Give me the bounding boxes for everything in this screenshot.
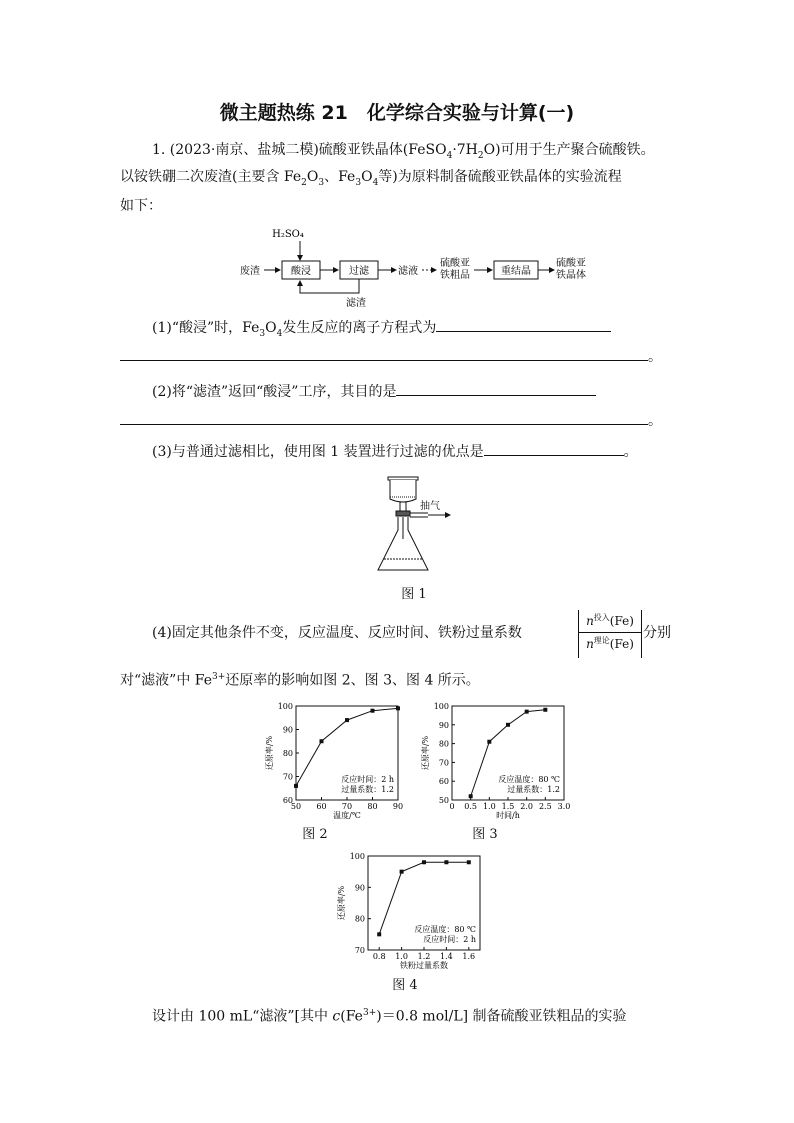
flow-product-label-2: 铁晶体 xyxy=(556,270,586,281)
y-tick-label: 80 xyxy=(282,749,293,758)
x-tick-label: 0 xyxy=(449,802,455,811)
answer-line-2: 。 xyxy=(120,408,680,435)
y-tick-label: 100 xyxy=(349,852,365,861)
x-tick-label: 50 xyxy=(290,802,302,811)
answer-blank-2a[interactable] xyxy=(396,381,596,396)
y-tick-label: 80 xyxy=(354,914,365,924)
funnel-body xyxy=(390,480,416,502)
flow-filter-label: 过滤 xyxy=(349,266,369,277)
flow-residue-label: 滤渣 xyxy=(346,298,366,309)
series-line xyxy=(379,862,469,934)
data-point xyxy=(506,723,510,727)
flow-crude-label-1: 硫酸亚 xyxy=(440,258,470,269)
funnel-rim xyxy=(388,477,418,480)
y-tick-label: 90 xyxy=(354,883,365,893)
flow-acid-label: H₂SO₄ xyxy=(272,229,304,240)
chart-annotation: 反应温度：80 ℃ xyxy=(498,775,560,784)
chart-time xyxy=(414,700,574,825)
question-4-tail: 分别 xyxy=(643,625,671,641)
figure-3-caption: 图 3 xyxy=(472,827,498,842)
y-tick-label: 90 xyxy=(282,725,293,735)
coefficient-fraction xyxy=(578,610,642,658)
flow-waste-label: 废渣 xyxy=(240,266,260,277)
x-tick-label: 90 xyxy=(392,802,404,811)
x-axis-label: 温度/℃ xyxy=(333,811,361,820)
x-tick-label: 3.0 xyxy=(557,802,571,811)
y-axis-label: 还原率/% xyxy=(265,735,274,771)
data-point xyxy=(543,708,547,712)
question-intro-line3: 如下： xyxy=(120,198,162,214)
question-intro: 1. (2023·南京、盐城二模)硫酸亚铁晶体$(FeSO_4\cdot 7H_2O)$可用于生产聚合硫酸铁。 xyxy=(152,142,655,161)
data-point xyxy=(320,739,324,743)
flow-filtrate-label: 滤液 xyxy=(398,266,418,277)
data-point xyxy=(487,740,491,744)
y-tick-label: 90 xyxy=(438,720,449,730)
y-tick-label: 70 xyxy=(354,946,365,955)
data-point xyxy=(377,932,381,936)
x-axis-label: 铁粉过量系数 xyxy=(400,961,448,970)
chart-annotation: 反应温度：80 ℃ xyxy=(414,925,476,934)
x-tick-label: 70 xyxy=(341,802,353,811)
question-intro-line2: 以铵铁硼二次废渣(主要含 $Fe_2O_3$、$Fe_3O_4$等)为原料制备硫酸亚铁晶体的实验流程 xyxy=(120,169,622,188)
chart-annotation: 反应时间：2 h xyxy=(341,775,394,784)
flow-crude-label-2: 铁粗品 xyxy=(440,270,470,281)
x-tick-label: 1.5 xyxy=(501,802,515,811)
y-tick-label: 100 xyxy=(433,702,449,711)
y-tick-label: 100 xyxy=(277,702,293,711)
y-tick-label: 60 xyxy=(282,796,293,805)
figure-4-caption: 图 4 xyxy=(392,978,418,993)
chart-temperature xyxy=(258,700,408,825)
y-tick-label: 50 xyxy=(438,796,449,805)
answer-line-1: 。 xyxy=(120,344,680,371)
y-tick-label: 60 xyxy=(438,777,449,787)
x-tick-label: 1.0 xyxy=(482,802,496,811)
data-point xyxy=(371,709,375,713)
answer-blank-1b[interactable] xyxy=(120,346,648,361)
suction-label: 抽气 xyxy=(420,501,440,512)
data-point xyxy=(345,718,349,722)
data-point xyxy=(444,860,448,864)
page-title: 微主题热练 21 化学综合实验与计算(一) xyxy=(219,102,575,124)
answer-blank-1a[interactable] xyxy=(436,317,611,332)
x-tick-label: 0.5 xyxy=(464,802,478,811)
residue-return-arrow xyxy=(300,279,359,293)
y-tick-label: 80 xyxy=(438,739,449,749)
stopper xyxy=(396,511,410,516)
question-4: (4)固定其他条件不变，反应温度、反应时间、铁粉过量系数 xyxy=(152,625,522,641)
x-tick-label: 80 xyxy=(367,802,378,811)
fraction-numerator: $n^{投入}(Fe)$ xyxy=(579,610,641,633)
data-point xyxy=(400,870,404,874)
x-tick-label: 1.6 xyxy=(462,952,476,961)
process-flow-diagram xyxy=(230,226,590,310)
chart-annotation: 过量系数：1.2 xyxy=(341,785,394,794)
data-point xyxy=(525,710,529,714)
data-point xyxy=(396,706,400,710)
question-4-line2: 对“滤液”中 $Fe^{3+}$还原率的影响如图 2、图 3、图 4 所示。 xyxy=(120,672,480,689)
data-point xyxy=(422,860,426,864)
x-tick-label: 1.2 xyxy=(417,952,431,961)
data-point xyxy=(294,784,298,788)
answer-blank-2b[interactable] xyxy=(120,410,648,425)
chart-annotation: 反应时间：2 h xyxy=(423,935,476,944)
x-tick-label: 60 xyxy=(316,802,327,811)
flow-recrystallize-label: 重结晶 xyxy=(501,266,531,277)
figure-2-caption: 图 2 xyxy=(302,827,328,842)
chart-annotation: 过量系数：1.2 xyxy=(507,785,560,794)
fraction-denominator: $n^{理论}(Fe)$ xyxy=(586,636,634,651)
question-3: (3)与普通过滤相比，使用图 1 装置进行过滤的优点是 。 xyxy=(120,439,680,466)
x-tick-label: 1.0 xyxy=(395,952,408,961)
design-question: 设计由 100 mL“滤液”[其中 $c(Fe^{3+})=0.8$ mol/L] 制备硫酸亚铁粗品的实验 xyxy=(152,1008,627,1025)
flow-leach-label: 酸浸 xyxy=(291,266,311,277)
x-axis-label: 时间/h xyxy=(496,811,520,820)
data-point xyxy=(467,860,471,864)
y-tick-label: 70 xyxy=(282,772,293,782)
question-1: (1)“酸浸”时，$Fe_3O_4$发生反应的离子方程式为 xyxy=(120,315,680,348)
x-tick-label: 0.8 xyxy=(372,952,386,961)
figure-1-caption: 图 1 xyxy=(401,587,427,602)
chart-iron-coefficient xyxy=(330,850,490,975)
y-axis-label: 还原率/% xyxy=(337,885,346,921)
question-2: (2)将“滤渣”返回“酸浸”工序，其目的是 xyxy=(120,379,680,406)
data-point xyxy=(469,794,473,798)
answer-blank-3[interactable] xyxy=(484,441,624,456)
x-tick-label: 2.5 xyxy=(538,802,552,811)
flow-product-label-1: 硫酸亚 xyxy=(556,258,586,269)
x-tick-label: 1.4 xyxy=(440,952,453,961)
y-axis-label: 还原率/% xyxy=(421,735,430,771)
y-tick-label: 70 xyxy=(438,758,449,768)
x-tick-label: 2.0 xyxy=(520,802,534,811)
suction-filtration-apparatus xyxy=(370,475,470,575)
